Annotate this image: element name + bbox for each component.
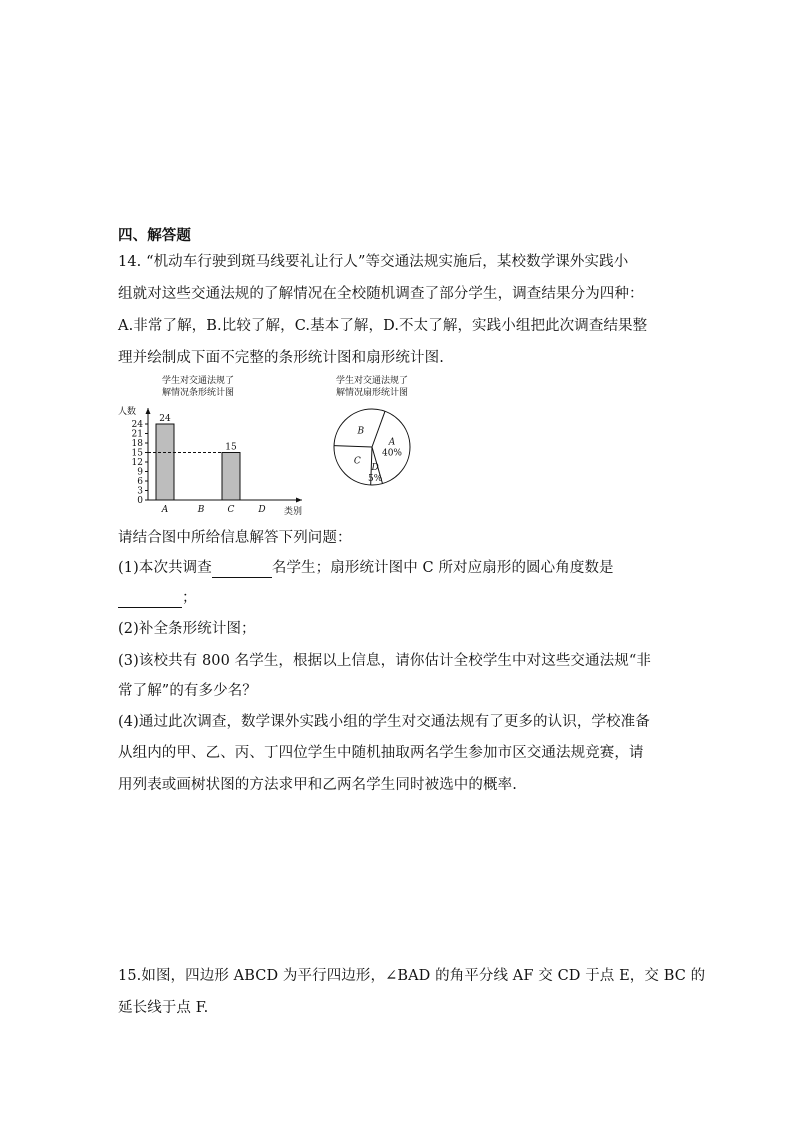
q14-part1-before: (1)本次共调查 (118, 560, 212, 576)
q14-part1-cont (118, 588, 197, 608)
y-tick-label: 15 (131, 448, 143, 459)
y-tick-label: 6 (137, 477, 143, 487)
answer-blank-1[interactable] (212, 561, 272, 578)
bar-data-label: 24 (159, 414, 171, 424)
q14-part3-line-2: 常了解”的有多少名？ (118, 683, 257, 699)
y-tick-label: 21 (131, 429, 143, 440)
bar-data-label: 15 (225, 442, 237, 453)
section-title: 四、解答题 (118, 228, 191, 244)
pie-slice-percent: 5% (368, 473, 383, 484)
q14-prompt: 请结合图中所给信息解答下列问题： (118, 530, 352, 546)
y-tick-label: 12 (131, 458, 143, 468)
pie-slice-label: A (388, 437, 396, 448)
pie-slice-label: C (353, 456, 361, 467)
x-tick-label: A (161, 505, 169, 515)
q14-part4-line-3: 用列表或画树状图的方法求甲和乙两名学生同时被选中的概率. (118, 777, 517, 793)
bar-chart-bars (148, 414, 240, 500)
y-tick-label: 0 (137, 496, 143, 506)
pie-chart-title-line-2: 解情况扇形统计图 (335, 388, 409, 398)
answer-blank-2[interactable] (118, 591, 182, 608)
bar-chart (118, 372, 318, 520)
bar-chart-ylabel: 人数 (118, 407, 137, 417)
y-tick-label: 9 (137, 467, 143, 478)
bar-chart-ticks (132, 420, 266, 515)
pie-chart (325, 372, 435, 492)
pie-slice-percent: 40% (381, 448, 402, 459)
q14-part1-end: ； (182, 590, 197, 606)
q14-part3-line-1: (3)该校共有 800 名学生，根据以上信息，请你估计全校学生中对这些交通法规“非 (118, 653, 651, 669)
x-tick-label: B (197, 505, 205, 515)
q15-line-2: 延长线于点 F. (118, 1000, 209, 1016)
pie-chart-title-line-1: 学生对交通法规了 (335, 376, 409, 386)
q14-part4-line-1: (4)通过此次调查，数学课外实践小组的学生对交通法规有了更多的认识，学校准备 (118, 714, 650, 730)
bar (156, 424, 174, 500)
q14-line-2: 组就对这些交通法规的了解情况在全校随机调查了部分学生，调查结果分为四种： (118, 286, 644, 302)
bar-chart-title-line-1: 学生对交通法规了 (161, 376, 235, 386)
y-tick-label: 3 (137, 486, 143, 497)
pie-slice-label: B (357, 426, 365, 437)
pie-chart-slices (334, 409, 410, 485)
x-axis-arrow (296, 498, 302, 503)
q14-part2: (2)补全条形统计图； (118, 621, 256, 637)
q15-line-1: 15.如图，四边形 ABCD 为平行四边形，∠BAD 的角平分线 AF 交 CD 于点 E，交 BC 的 (118, 968, 706, 984)
x-tick-label: D (258, 505, 266, 515)
bar (222, 453, 240, 501)
q14-line-3: A.非常了解，B.比较了解，C.基本了解，D.不太了解，实践小组把此次调查结果整 (118, 318, 648, 334)
pie-slice-label: D (371, 462, 379, 473)
y-tick-label: 18 (131, 439, 143, 449)
q14-line-4: 理并绘制成下面不完整的条形统计图和扇形统计图. (118, 350, 444, 366)
bar-chart-xlabel: 类别 (284, 507, 303, 517)
q14-part1 (118, 558, 614, 578)
q14-part4-line-2: 从组内的甲、乙、丙、丁四位学生中随机抽取两名学生参加市区交通法规竞赛，请 (118, 745, 644, 761)
y-tick-label: 24 (131, 420, 143, 430)
x-tick-label: C (227, 505, 235, 515)
y-axis-arrow (146, 408, 151, 414)
q14-line-1: 14. “机动车行驶到斑马线要礼让行人”等交通法规实施后，某校数学课外实践小 (118, 254, 629, 270)
bar-chart-title-line-2: 解情况条形统计图 (161, 388, 235, 398)
q14-part1-after: 名学生；扇形统计图中 C 所对应扇形的圆心角度数是 (271, 560, 614, 576)
